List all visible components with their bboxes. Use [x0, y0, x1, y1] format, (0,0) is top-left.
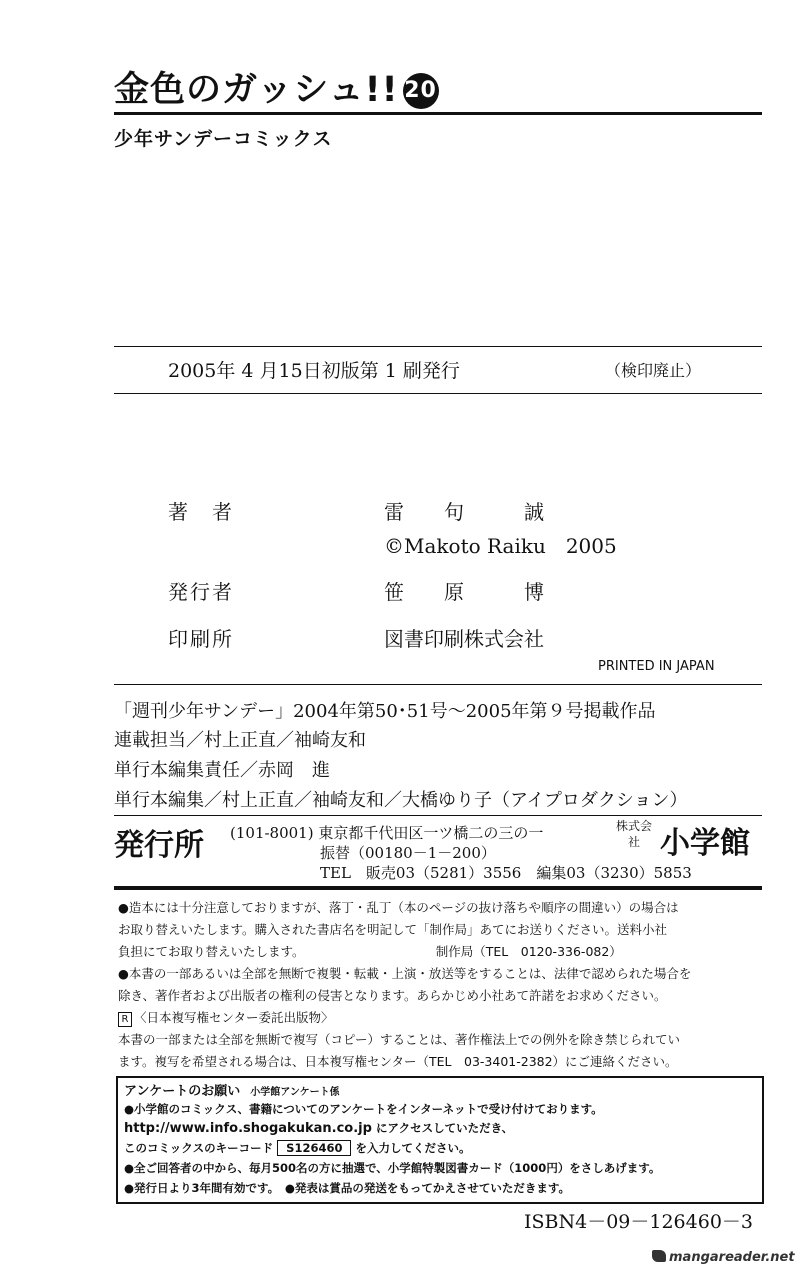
notice-line: 本書の一部または全部を無断で複写（コピー）することは、著作権法上での例外を除き禁じられてい [118, 1032, 681, 1047]
survey-subtitle: 小学館アンケート係 [250, 1087, 340, 1098]
watermark [652, 1250, 795, 1265]
survey-line: ●小学館のコミックス、書籍についてのアンケートをインターネットで受け付けております。 [124, 1102, 603, 1116]
notice-line: ます。複写を希望される場合は、日本複写権センター（TEL 03-3401-2382）にご連絡ください。 [118, 1054, 678, 1069]
volume-badge: 20 [403, 73, 439, 109]
notice-line: 負担にてお取り替えいたします。 制作局（TEL 0120-336-082） [118, 944, 622, 959]
publisher-name: 小学館 [660, 826, 750, 861]
edition-bottom-rule [114, 393, 762, 394]
registered-copy-mark: R [118, 1012, 132, 1027]
volume-editors-line: 単行本編集／村上正直／袖崎友和／大橋ゆり子（アイプロダクション） [114, 790, 688, 811]
author-name: 雷 句 誠 [384, 500, 544, 524]
notice-line: ●造本には十分注意しておりますが、落丁・乱丁（本のページの抜け落ちや順序の間違い）の場合は [118, 900, 679, 915]
header-divider [114, 112, 762, 115]
printer-label: 印刷所 [168, 627, 234, 651]
survey-key-code: S126460 [277, 1140, 351, 1156]
notice-line: 除き、著作者および出版者の権利の侵害となります。あらかじめ小社あて許諾をお求めください。 [118, 988, 667, 1003]
notice-line: ●本書の一部あるいは全部を無断で複製・転載・上演・放送等をすることは、法律で認められた場合を [118, 966, 692, 981]
publisher-tel: TEL 販売03（5281）3556 編集03（3230）5853 [320, 864, 692, 882]
series-label: 少年サンデーコミックス [114, 128, 333, 150]
notice-line: お取り替えいたします。購入された書店名を明記して「制作局」あてにお送りください。送料小社 [118, 922, 668, 937]
author-label: 著 者 [168, 500, 234, 524]
survey-title: アンケートのお願い [124, 1084, 241, 1099]
printed-in-japan: PRINTED IN JAPAN [598, 659, 715, 674]
survey-url-line [124, 1120, 513, 1136]
survey-line: ●全ご回答者の中から、毎月500名の方に抽選で、小学館特製図書カード（1000円）をさしあげます。 [124, 1161, 661, 1175]
survey-url-suffix: にアクセスしていただき、 [375, 1121, 514, 1135]
publisher-furikae: 振替（00180－1－200） [320, 844, 496, 862]
survey-key-line [124, 1140, 470, 1156]
kabushiki-kaisha-label: 株式会社 [616, 819, 653, 849]
publisher-top-rule [114, 815, 762, 816]
survey-key-suffix: を入力してください。 [355, 1141, 471, 1155]
publisher-label: 発行所 [114, 828, 204, 863]
isbn: ISBN4－09－126460－3 [524, 1211, 753, 1233]
stamp-note: （検印廃止） [605, 361, 702, 380]
publisher-bottom-rule [114, 886, 762, 890]
publisher-person-label: 発行者 [168, 580, 234, 604]
edition-top-rule [114, 346, 762, 347]
publisher-person-name: 笹 原 博 [384, 580, 544, 604]
watermark-icon [652, 1250, 666, 1262]
serial-editors-line: 連載担当／村上正直／袖崎友和 [114, 730, 366, 751]
printer-name: 図書印刷株式会社 [384, 627, 544, 651]
survey-line: ●発行日より3年間有効です。 ●発表は賞品の発送をもってかえさせていただきます。 [124, 1181, 570, 1195]
publisher-address: (101-8001) 東京都千代田区一ツ橋二の三の一 [230, 824, 544, 842]
edition-date: 2005年 4 月15日初版第 1 刷発行 [168, 360, 460, 382]
serialization-line: 「週刊少年サンデー」2004年第50･51号～2005年第９号掲載作品 [114, 701, 656, 722]
serialization-top-rule [114, 684, 762, 685]
copyright-line: ©Makoto Raiku 2005 [384, 534, 617, 558]
notice-line [118, 1008, 334, 1027]
book-title [114, 62, 439, 112]
book-title-text: 金色のガッシュ!! [114, 70, 399, 110]
watermark-text: mangareader.net [669, 1250, 795, 1265]
survey-url-link[interactable]: http://www.info.shogakukan.co.jp [124, 1121, 372, 1136]
survey-heading [124, 1080, 340, 1099]
survey-key-prefix: このコミックスのキーコード [124, 1141, 274, 1155]
volume-editor-chief-line: 単行本編集責任／赤岡 進 [114, 760, 330, 781]
notice-text: 〈日本複写権センター委託出版物〉 [134, 1010, 334, 1025]
